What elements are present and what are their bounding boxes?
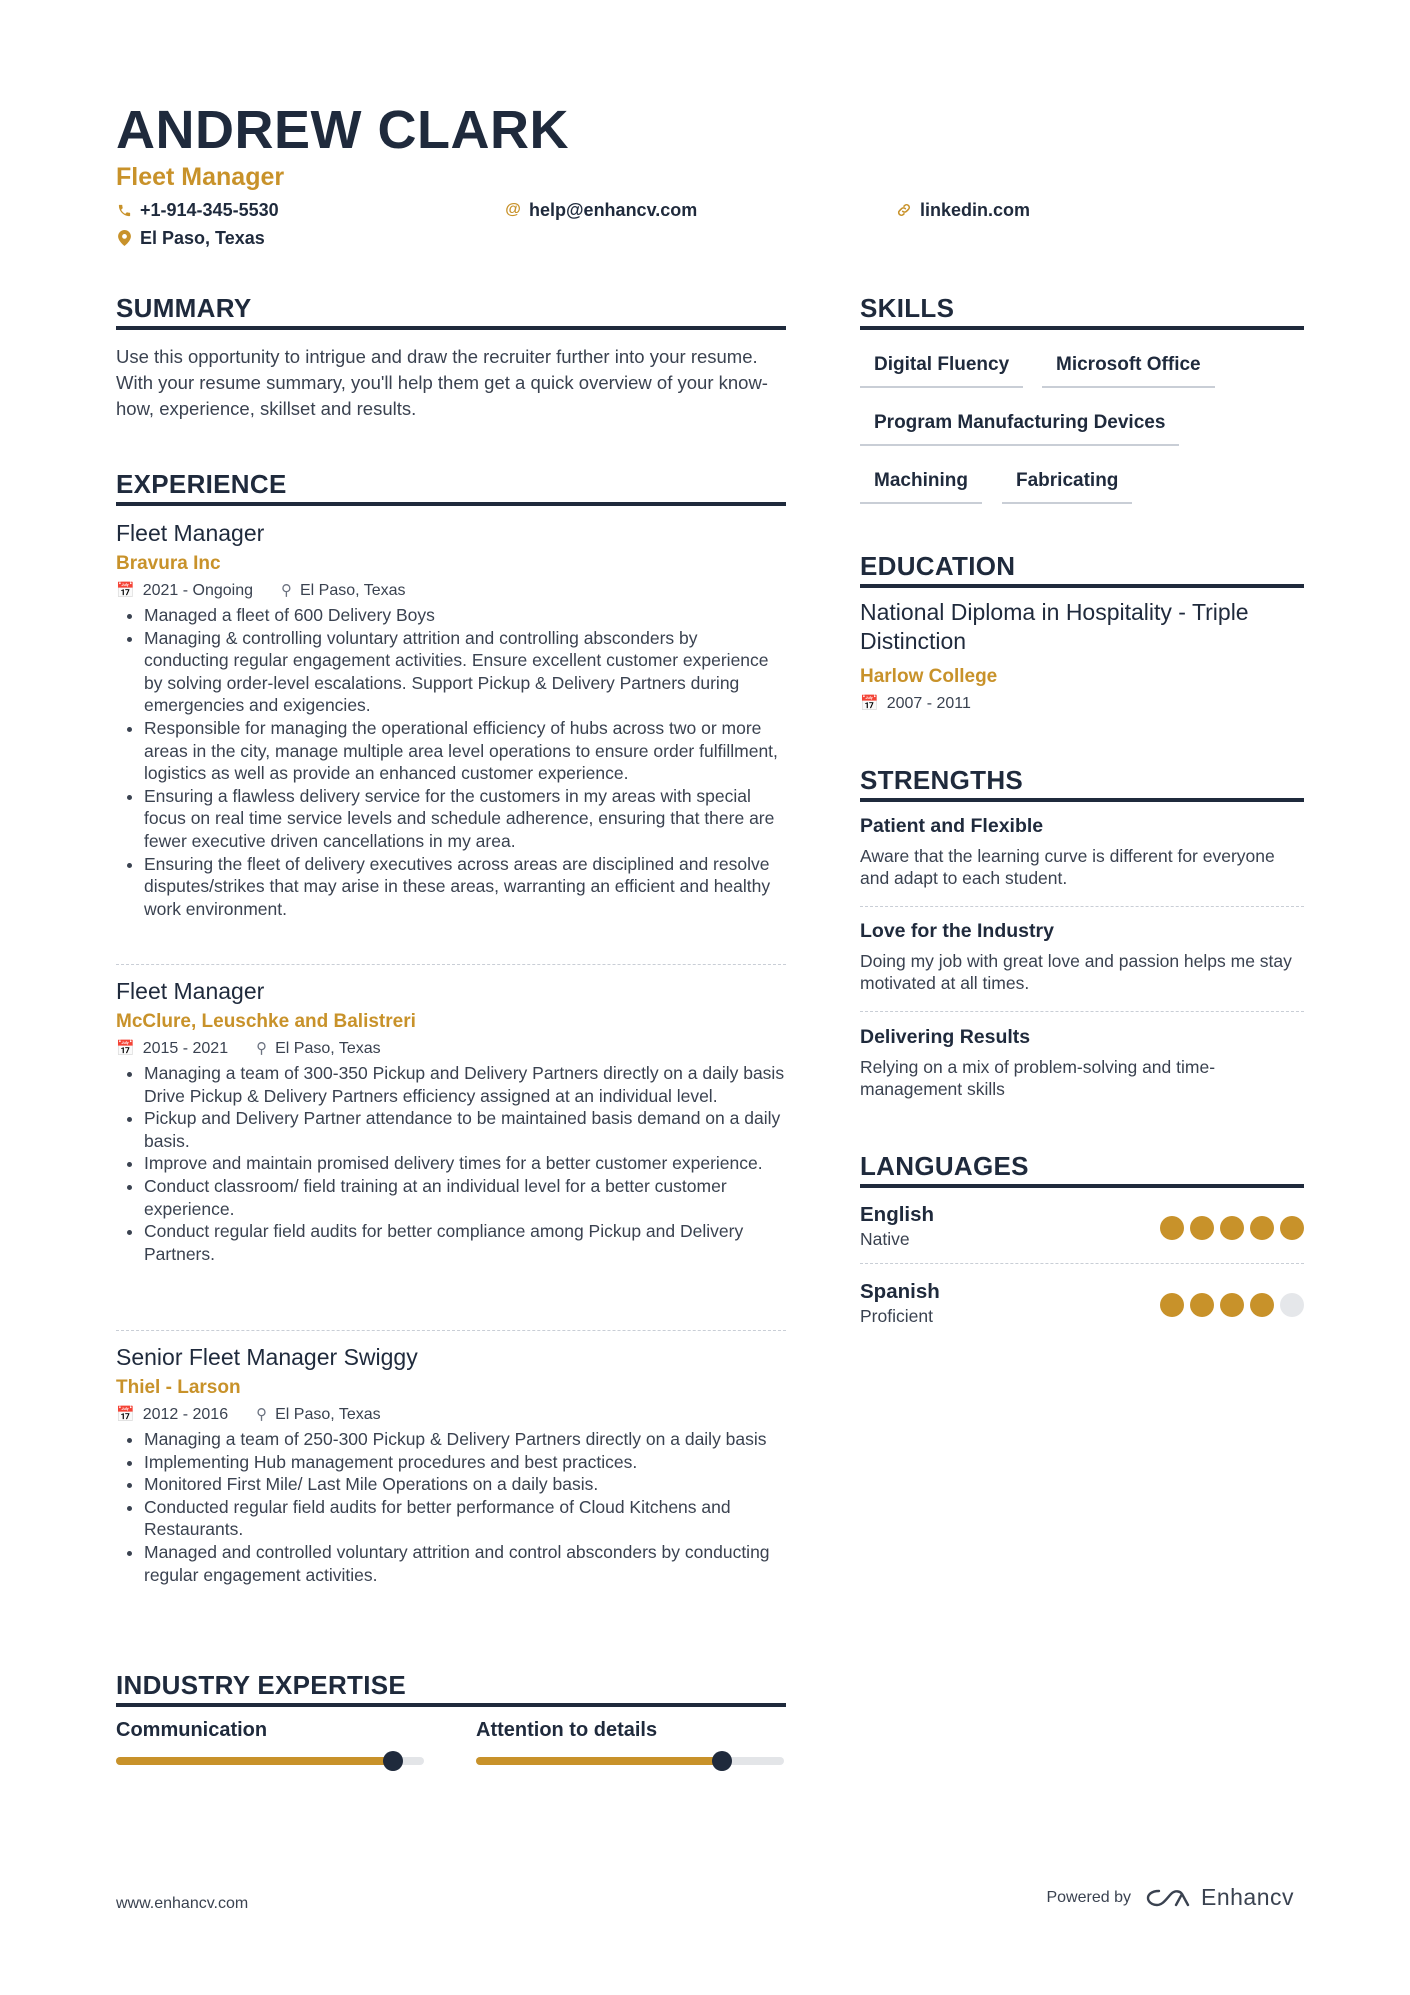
skill-tag: Microsoft Office [1042,352,1215,388]
language-level: Proficient [860,1306,933,1326]
education-heading: EDUCATION [860,551,1016,581]
calendar-icon: 📅 [116,582,135,599]
language-item [860,1202,1304,1250]
email-text: help@enhancv.com [529,200,698,220]
skills-heading: SKILLS [860,293,955,323]
strength-description: Doing my job with great love and passion helps me stay motivated at all times. [860,951,1292,993]
skills-rule [860,326,1304,330]
rating-dot-filled [1160,1293,1184,1317]
strength-description: Relying on a mix of problem-solving and time-management skills [860,1057,1216,1099]
job-title: Fleet Manager [116,978,265,1004]
expertise-label: Attention to details [476,1719,658,1741]
strength-item [860,813,1304,889]
strength-title: Love for the Industry [860,920,1054,942]
contact-linkedin[interactable] [896,198,1030,222]
job-location: El Paso, Texas [300,582,406,599]
footer-powered-by [1046,1884,1294,1911]
rating-dot-filled [1280,1216,1304,1240]
bullet: • Monitored First Mile/ Last Mile Operations on a daily basis. [144,1473,786,1496]
industry-expertise-heading: INDUSTRY EXPERTISE [116,1670,407,1700]
bullet: • Pickup and Delivery Partner attendance to be maintained basis demand on a daily basis. [144,1107,786,1152]
skill-tag: Digital Fluency [860,352,1023,388]
job-bullets [116,1428,786,1586]
bullet: • Managing & controlling voluntary attrition and controlling absconders by conducting regular engagement activities. Ensure excellent customer experience by solving order-level escalations. Support Pickup & Delivery Partners during emergencies and exigencies. [144,627,786,717]
strength-item [860,918,1304,994]
education-dates [860,693,971,715]
at-icon: @ [505,201,521,218]
enhancv-logo[interactable] [1145,1884,1294,1911]
languages-heading: LANGUAGES [860,1151,1029,1181]
company-name: McClure, Leuschke and Balistreri [116,1011,416,1032]
location-text: El Paso, Texas [140,228,265,248]
bullet: • Conduct regular field audits for better compliance among Pickup and Delivery Partners. [144,1220,786,1265]
footer-website[interactable]: www.enhancv.com [116,1895,249,1912]
summary-rule [116,326,786,330]
school-name: Harlow College [860,666,998,687]
contact-email[interactable] [505,198,697,222]
expertise-item [116,1717,424,1765]
job-title: Fleet Manager [116,520,265,546]
job-meta [116,580,786,602]
strength-item [860,1024,1304,1100]
expertise-label: Communication [116,1719,268,1741]
strength-description: Aware that the learning curve is different for everyone and adapt to each student. [860,846,1275,888]
bullet: • Managed a fleet of 600 Delivery Boys [144,604,786,627]
job-dates: 2015 - 2021 [142,1040,229,1057]
language-name: English [860,1203,935,1226]
calendar-icon: 📅 [116,1406,135,1423]
experience-divider [116,1330,786,1331]
bullet: • Responsible for managing the operational efficiency of hubs across two or more areas in the city, manage multiple area level operations to ensure order fulfillment, logistics as well as provide an enhanced customer experience. [144,717,786,785]
bullet: • Ensuring the fleet of delivery executives across areas are disciplined and resolve disputes/strikes that may arise in these areas, warranting an efficient and healthy work environment. [144,853,786,921]
calendar-icon: 📅 [860,695,879,712]
expertise-bar-knob [712,1751,732,1771]
calendar-icon: 📅 [116,1040,135,1057]
candidate-name: ANDREW CLARK [116,100,569,160]
bullet: • Conducted regular field audits for better performance of Cloud Kitchens and Restaurants. [144,1496,786,1541]
expertise-item [476,1717,784,1765]
bullet: • Improve and maintain promised delivery times for a better customer experience. [144,1152,786,1175]
map-pin-icon [116,230,132,246]
rating-dot-filled [1160,1216,1184,1240]
degree-title: National Diploma in Hospitality - Triple Distinction [860,599,1249,654]
job-bullets [116,604,786,920]
phone-icon [116,203,132,218]
languages-rule [860,1184,1304,1188]
strength-title: Delivering Results [860,1026,1031,1048]
rating-dot-filled [1220,1293,1244,1317]
job-location: El Paso, Texas [275,1040,381,1057]
skill-tag: Program Manufacturing Devices [860,410,1179,446]
experience-item [116,976,786,1265]
candidate-role: Fleet Manager [116,163,285,191]
job-location: El Paso, Texas [275,1406,381,1423]
strengths-heading: STRENGTHS [860,765,1024,795]
language-rating [1160,1216,1304,1240]
skill-tag: Fabricating [1002,468,1132,504]
bullet: • Ensuring a flawless delivery service for the customers in my areas with special focus on real time service levels and schedule adherence, ensuring that there are fewer executive driven cancellations in my area. [144,785,786,853]
rating-dot-filled [1250,1216,1274,1240]
job-meta [116,1404,786,1426]
rating-dot-filled [1190,1293,1214,1317]
job-meta [116,1038,786,1060]
language-name: Spanish [860,1280,940,1303]
company-name: Thiel - Larson [116,1377,241,1398]
company-name: Bravura Inc [116,553,221,574]
education-dates-text: 2007 - 2011 [886,695,971,712]
strengths-rule [860,798,1304,802]
experience-divider [116,964,786,965]
language-level: Native [860,1229,910,1249]
language-divider [860,1263,1304,1264]
map-pin-icon: ⚲ [256,1040,268,1057]
strength-divider [860,1011,1304,1012]
job-title: Senior Fleet Manager Swiggy [116,1344,418,1370]
map-pin-icon: ⚲ [256,1406,268,1423]
experience-heading: EXPERIENCE [116,469,287,499]
rating-dot-filled [1250,1293,1274,1317]
education-rule [860,584,1304,588]
strength-title: Patient and Flexible [860,815,1044,837]
job-dates: 2012 - 2016 [142,1406,229,1423]
map-pin-icon: ⚲ [281,582,292,599]
rating-dot-filled [1220,1216,1244,1240]
experience-item [116,1342,786,1586]
industry-expertise-rule [116,1703,786,1707]
summary-text: Use this opportunity to intrigue and draw the recruiter further into your resume. With your resume summary, you'll help them get a quick overview of your know-how, experience, skillset and results. [116,346,768,419]
expertise-bar-fill [476,1757,722,1765]
experience-item [116,518,786,920]
summary-heading: SUMMARY [116,293,252,323]
bullet: • Managing a team of 250-300 Pickup & Delivery Partners directly on a daily basis [144,1428,786,1451]
language-item [860,1279,1304,1327]
expertise-bar-knob [383,1751,403,1771]
job-bullets [116,1062,786,1265]
contact-location [116,226,265,250]
bullet: • Managed and controlled voluntary attrition and control absconders by conducting regular engagement activities. [144,1541,786,1586]
skill-tag: Machining [860,468,982,504]
expertise-bar [476,1757,784,1765]
link-icon [896,202,912,218]
linkedin-text: linkedin.com [920,200,1031,220]
enhancv-logo-icon [1145,1886,1191,1910]
powered-by-text: Powered by [1046,1888,1131,1906]
bullet: • Managing a team of 300-350 Pickup and Delivery Partners directly on a daily basis Drive Pickup & Delivery Partners efficiency assigned at an individual level. [144,1062,786,1107]
strength-divider [860,906,1304,907]
language-rating [1160,1293,1304,1317]
experience-rule [116,502,786,506]
bullet: • Implementing Hub management procedures and best practices. [144,1451,786,1474]
expertise-bar-fill [116,1757,393,1765]
contact-phone[interactable] [116,198,279,222]
brand-name: Enhancv [1200,1884,1294,1910]
bullet: • Conduct classroom/ field training at an individual level for a better customer experience. [144,1175,786,1220]
job-dates: 2021 - Ongoing [142,582,253,599]
rating-dot-filled [1190,1216,1214,1240]
expertise-bar [116,1757,424,1765]
phone-text: +1-914-345-5530 [140,200,279,220]
rating-dot-empty [1280,1293,1304,1317]
